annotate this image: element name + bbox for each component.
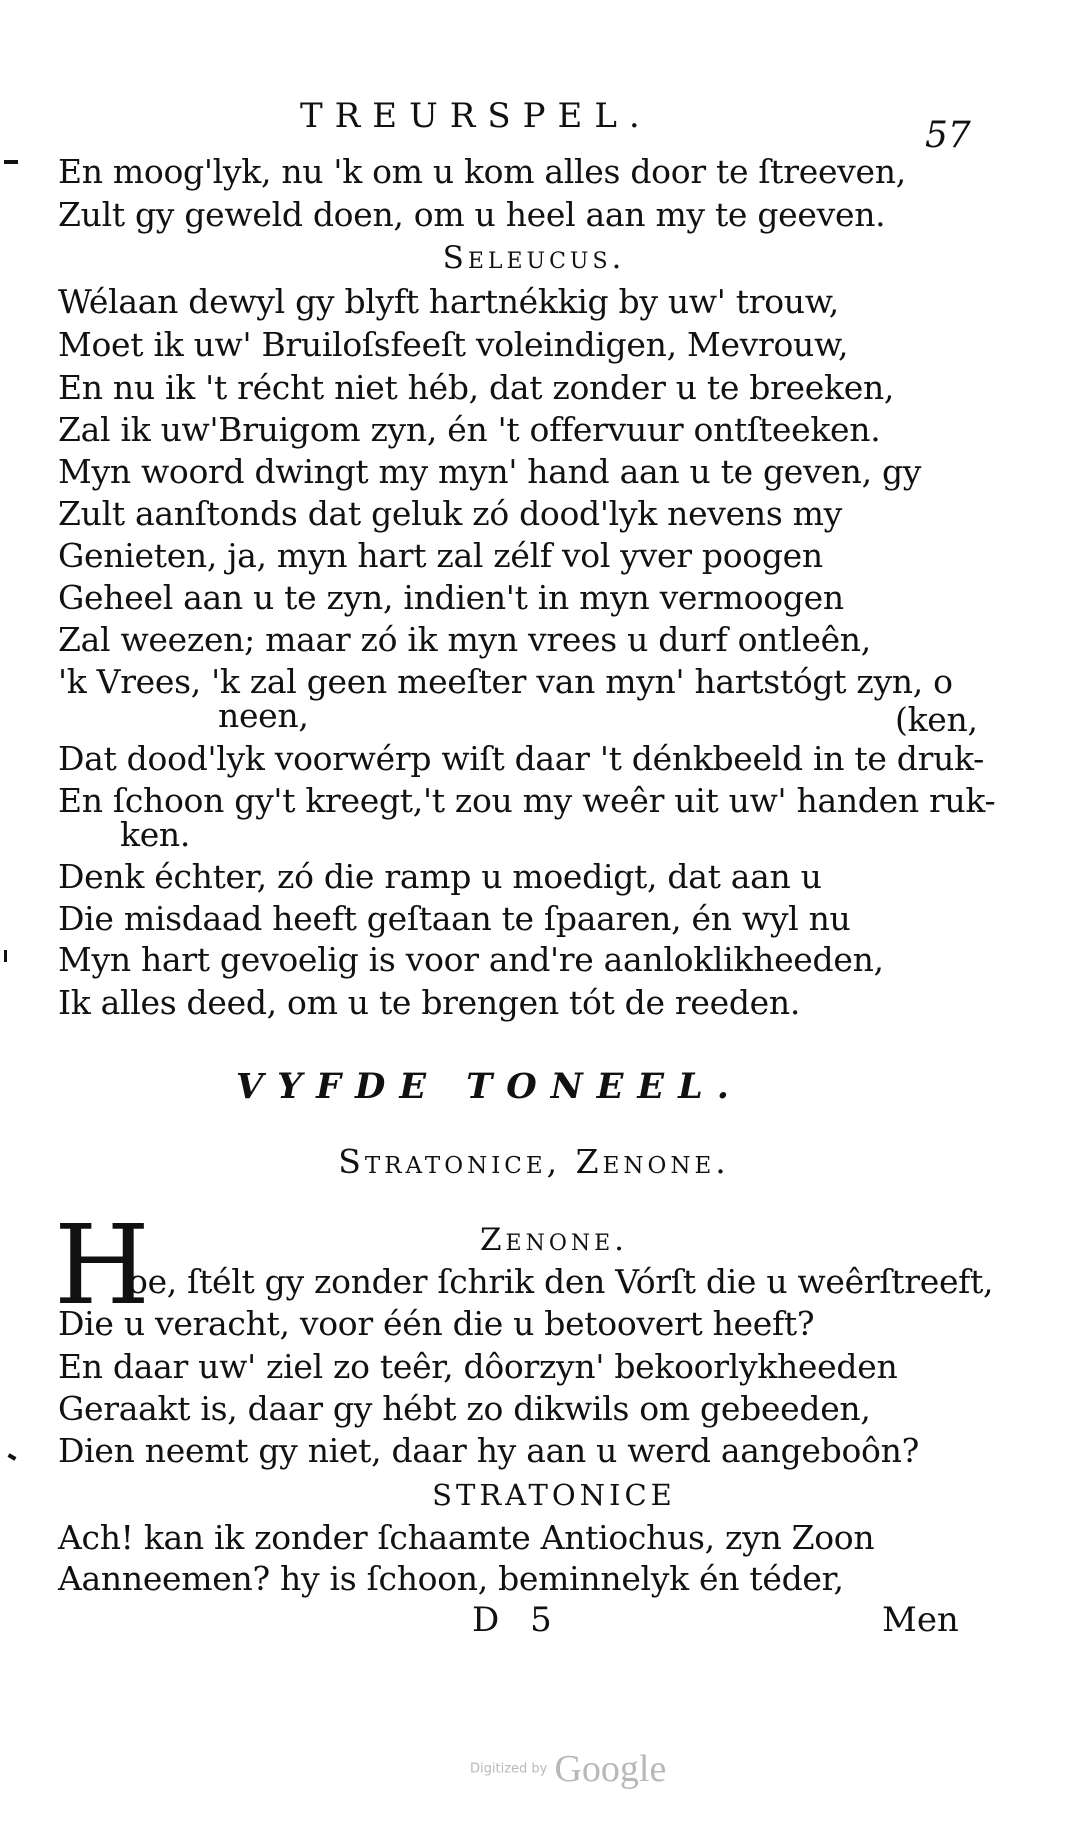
verse-line: 'k Vrees, 'k zal geen meeſter van myn' hartstógt zyn, o bbox=[58, 662, 953, 701]
drop-cap: H bbox=[54, 1201, 150, 1329]
verse-line: oe, ſtélt gy zonder ſchrik den Vórſt die u weêrſtreeft, bbox=[128, 1262, 994, 1301]
verse-line: Ik alles deed, om u te brengen tót de reeden. bbox=[58, 983, 801, 1022]
catchword: Men bbox=[882, 1600, 959, 1640]
verse-line: Genieten, ja, myn hart zal zélf vol yver poogen bbox=[58, 536, 823, 575]
verse-line: En nu ik 't récht niet héb, dat zonder u te breeken, bbox=[58, 368, 895, 407]
verse-line: Dat dood'lyk voorwérp wiſt daar 't dénkbeeld in te druk- bbox=[58, 739, 985, 778]
verse-line: Geheel aan u te zyn, indien't in myn vermoogen bbox=[58, 578, 844, 617]
verse-line: Aanneemen? hy is ſchoon, beminnelyk én téder, bbox=[58, 1559, 844, 1598]
ink-mark bbox=[8, 1453, 17, 1460]
verse-line: Myn hart gevoelig is voor and're aanloklikheeden, bbox=[58, 940, 884, 979]
scene-heading: VYFDE TONEEL. bbox=[236, 1066, 743, 1107]
digitized-watermark bbox=[470, 1747, 666, 1791]
signature-mark: D 5 bbox=[472, 1600, 562, 1640]
ink-mark bbox=[4, 950, 7, 962]
verse-line: Myn woord dwingt my myn' hand aan u te geven, gy bbox=[58, 452, 922, 491]
speaker-name: Zenone. bbox=[479, 1222, 629, 1258]
verse-line: Ach! kan ik zonder ſchaamte Antiochus, zyn Zoon bbox=[58, 1518, 875, 1557]
page-number: 57 bbox=[925, 115, 971, 156]
watermark-logo-text: Google bbox=[554, 1748, 667, 1790]
verse-line: En daar uw' ziel zo teêr, dôorzyn' bekoorlykheeden bbox=[58, 1347, 898, 1386]
verse-line: Dien neemt gy niet, daar hy aan u werd aangeboôn? bbox=[58, 1431, 919, 1470]
verse-line: Zult gy geweld doen, om u heel aan my te geeven. bbox=[58, 195, 886, 234]
speaker-name: Seleucus. bbox=[442, 240, 626, 276]
verse-line: Geraakt is, daar gy hébt zo dikwils om gebeeden, bbox=[58, 1389, 871, 1428]
verse-line: Zal ik uw'Bruigom zyn, én 't offervuur ontſteeken. bbox=[58, 410, 881, 449]
watermark-small-text: Digitized by bbox=[470, 1761, 548, 1777]
verse-line: Moet ik uw' Bruiloſsfeeſt voleindigen, Mevrouw, bbox=[58, 325, 849, 364]
running-head: TREURSPEL. bbox=[300, 96, 652, 136]
verse-line: Die u veracht, voor één die u betoovert heeft? bbox=[58, 1304, 815, 1343]
verse-line: En moog'lyk, nu 'k om u kom alles door te ſtreeven, bbox=[58, 152, 906, 191]
verse-line-turnover: neen, bbox=[218, 696, 309, 735]
verse-line: Denk échter, zó die ramp u moedigt, dat aan u bbox=[58, 857, 822, 896]
verse-line: Zal weezen; maar zó ik myn vrees u durf ontleên, bbox=[58, 620, 871, 659]
verse-line: Die misdaad heeft geſtaan te ſpaaren, én wyl nu bbox=[58, 899, 851, 938]
verse-line-turnover: (ken, bbox=[895, 700, 978, 739]
verse-line: Wélaan dewyl gy blyft hartnékkig by uw' trouw, bbox=[58, 282, 839, 321]
verse-line: Zult aanſtonds dat geluk zó dood'lyk nevens my bbox=[58, 494, 842, 533]
scene-characters: Stratonice, Zenone. bbox=[338, 1142, 730, 1181]
verse-line-turnover: ken. bbox=[120, 815, 191, 854]
speaker-name: STRATONICE bbox=[432, 1478, 676, 1512]
ink-mark bbox=[4, 160, 18, 164]
verse-line: En ſchoon gy't kreegt,'t zou my weêr uit uw' handen ruk- bbox=[58, 781, 996, 820]
